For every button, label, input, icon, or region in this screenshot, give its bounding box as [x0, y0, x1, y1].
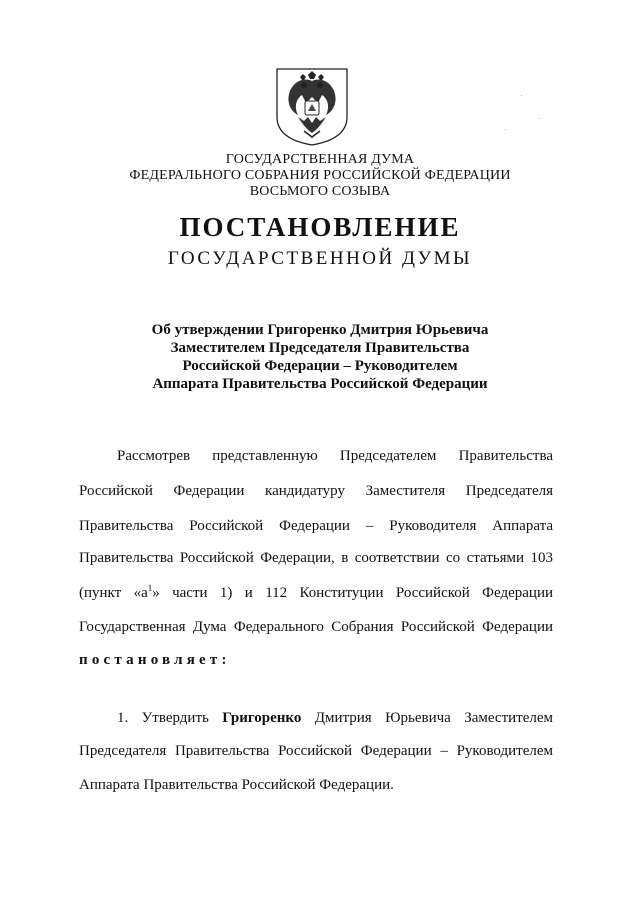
- clause-superscript: 1: [147, 583, 153, 593]
- document-title: ПОСТАНОВЛЕНИЕ: [179, 212, 461, 242]
- preamble-line-6: Государственная Дума Федерального Собрания Российской Федерации: [79, 619, 553, 635]
- item1-line-2: Председателя Правительства Российской Федерации – Руководителем: [79, 743, 553, 759]
- convocation: ВОСЬМОГО СОЗЫВА: [249, 184, 391, 199]
- item1-approve: 1. Утвердить: [117, 710, 209, 726]
- preamble-line-5: [79, 584, 553, 602]
- subject-line-1: Об утверждении Григоренко Дмитрия Юрьевича: [151, 322, 489, 338]
- preamble-line-4: Правительства Российской Федерации, в соответствии со статьями 103: [79, 550, 553, 566]
- subject-line-3: Российской Федерации – Руководителем: [182, 358, 458, 374]
- preamble-line-3: Правительства Российской Федерации – Руководителя Аппарата: [79, 518, 553, 534]
- constitution-clause-pre: (пункт «а: [79, 585, 148, 601]
- resolves-word: постановляет:: [79, 652, 231, 668]
- item1-appointee-rest: Дмитрия Юрьевича Заместителем: [314, 710, 554, 726]
- assembly-name: ФЕДЕРАЛЬНОГО СОБРАНИЯ РОССИЙСКОЙ ФЕДЕРАЦИИ: [129, 168, 511, 183]
- document-subtitle: ГОСУДАРСТВЕННОЙ ДУМЫ: [167, 248, 473, 269]
- scan-speck: [521, 95, 522, 96]
- coat-of-arms-emblem: [274, 67, 350, 147]
- subject-line-2: Заместителем Председателя Правительства: [170, 340, 470, 356]
- preamble-line-1: Рассмотрев представленную Председателем Правительства: [117, 448, 553, 464]
- preamble-line-2: Российской Федерации кандидатуру Заместителя Председателя: [79, 483, 553, 499]
- scan-speck: [539, 118, 540, 119]
- constitution-clause-post: » части 1) и 112 Конституции Российской Федерации: [152, 585, 553, 601]
- chamber-name: ГОСУДАРСТВЕННАЯ ДУМА: [225, 152, 415, 167]
- item1-line-3: Аппарата Правительства Российской Федерации.: [79, 777, 394, 793]
- item1-line-1: [117, 709, 553, 727]
- subject-line-4: Аппарата Правительства Российской Федерации: [152, 376, 488, 392]
- appointee-surname: Григоренко: [222, 710, 302, 726]
- scan-speck: [505, 129, 506, 130]
